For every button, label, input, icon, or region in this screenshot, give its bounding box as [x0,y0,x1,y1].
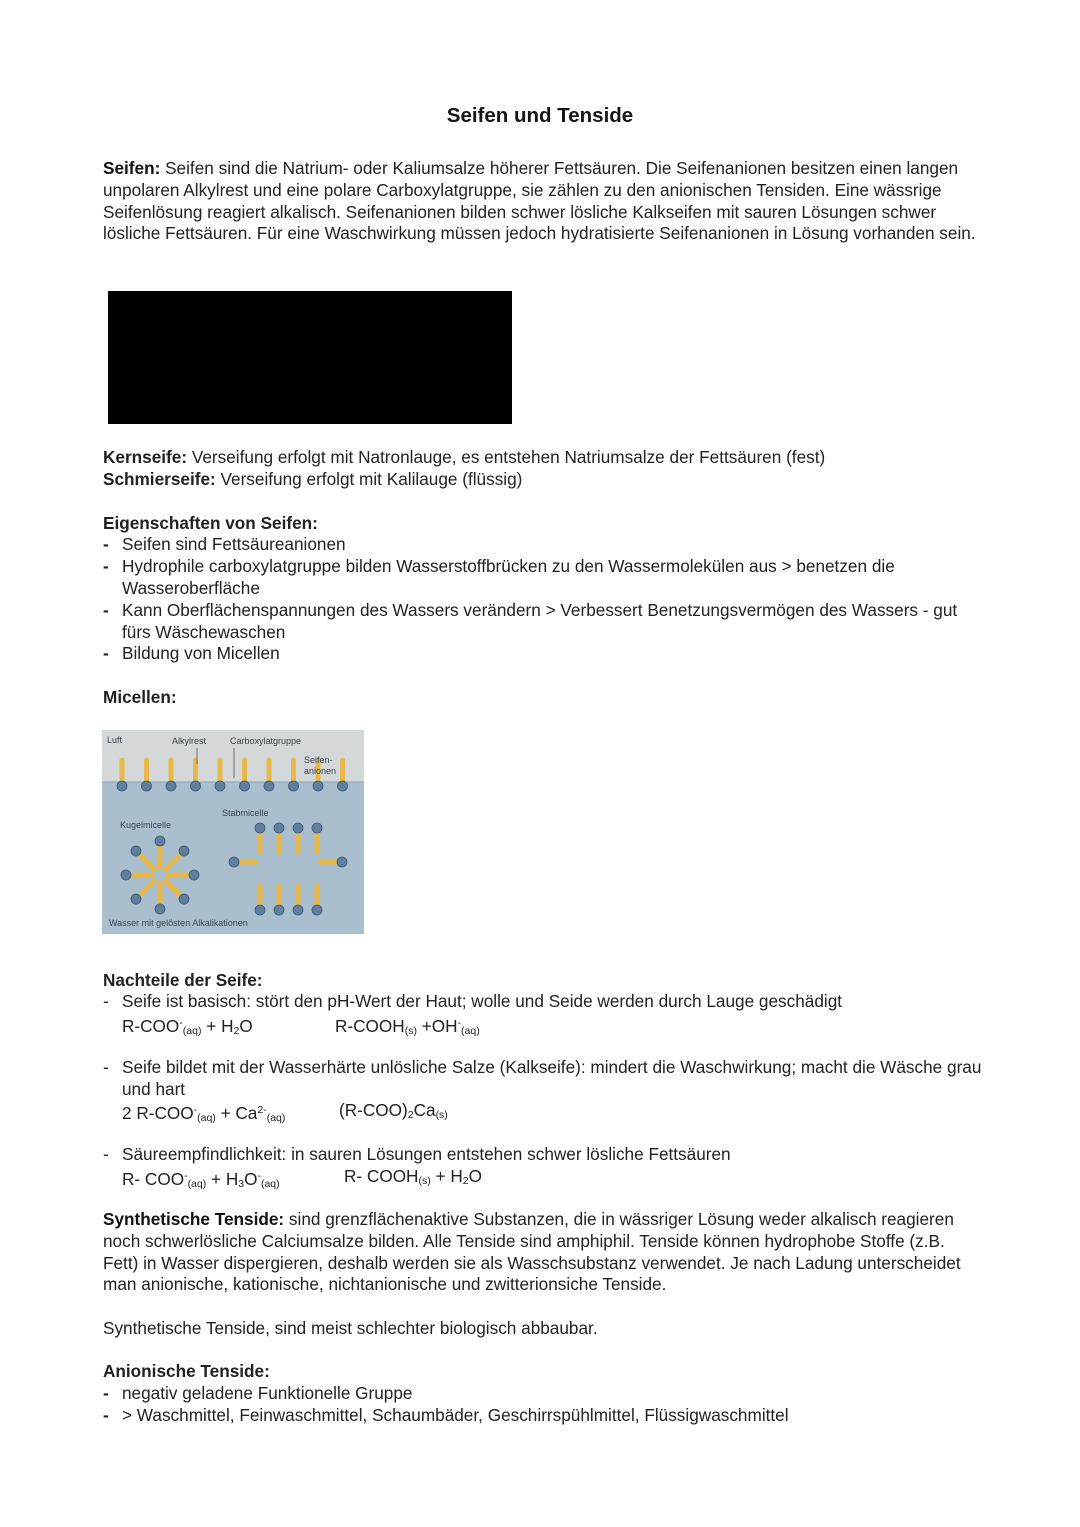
seifen-text: Seifen sind die Natrium- oder Kaliumsalze höherer Fettsäuren. Die Seifenanionen besitzen einen langen unpolaren Alkylrest und eine polare Carboxylatgruppe, sie zählen zu den anionischen Tensiden. Eine wässrige Seifenlösung reagiert alkalisch. Seifenanionen bilden schwer lösliche Kalkseifen mit sauren Lösungen schwer lösliche Fettsäuren. Für eine Waschwirkung müssen jedoch hydratisierte Seifenanionen in Lösung vorhanden sein. [103,158,976,244]
kugelmicelle-anion-head [155,836,165,846]
equation-1-right: $R-COOH_{(s)} +OH^-_{(aq)}$ [335,1016,480,1037]
micelle-figure [102,730,364,934]
label-luft: Luft [107,735,123,745]
kugelmicelle-anion-head [131,846,141,856]
surface-soap-anion-head [215,781,225,791]
equation-1-left: $R-COO^-_{(aq)} + H_2O$ [122,1016,253,1037]
label-carboxylatgruppe: Carboxylatgruppe [230,736,302,746]
equation-3-left: R- $COO^-_{(aq)} + H_3O^-_{(aq)}$ [122,1169,280,1190]
seifen-label: Seifen: [103,158,161,178]
label-wasser: Wasser mit gelösten Alkalikationen [109,918,248,928]
surface-soap-anion-head [191,781,201,791]
surface-soap-anion-head [338,781,348,791]
label-seifen: Seifen- [304,755,333,765]
kernseife-label: Kernseife: [103,447,188,467]
kernseife-line [103,447,983,469]
nachteile-heading: Nachteile der Seife: [103,970,263,990]
synthetische-tenside-label: Synthetische Tenside: [103,1209,285,1229]
stabmicelle-bottom-anion-head [274,905,284,915]
page-title: Seifen und Tenside [446,104,634,127]
anionische-heading: Anionische Tenside: [103,1361,270,1381]
stabmicelle-bottom-anion-head [312,905,322,915]
kugelmicelle-anion-head [121,870,131,880]
equation-2-left: 2 $R-COO^-_{(aq)} + Ca^{2-}_{(aq)}$ [122,1103,286,1124]
label-alkylrest: Alkylrest [172,736,207,746]
kugelmicelle-anion-head [155,904,165,914]
surface-soap-anion-head [289,781,299,791]
stabmicelle-right-anion-head [337,857,347,867]
kugelmicelle-anion-head [189,870,199,880]
synthetische-tenside-paragraph [103,1209,983,1296]
surface-soap-anion-head [142,781,152,791]
document-page: Seifen und Tenside Seifen: Seifen sind die Natrium- oder Kaliumsalze höherer Fettsäuren. Die Seifenanionen besitzen einen langen unpolaren Alkylrest und eine polare Carboxylatgruppe, sie zählen zu den anionischen Tensiden. Eine wässrige Seifenlösung reagiert alkalisch. Seifenanionen bilden schwer lösliche Kalkseifen mit sauren Lösungen schwer lösliche Fettsäuren. Für eine Waschwirkung müssen jedoch hydratisierte Seifenanionen in Lösung vorhanden sein. Kernseife: Verseifung erfolgt mit Natronlauge, es entstehen Natriumsalze der Fettsäuren (fest) Schmierseife: Verseifung erfolgt mit Kalilauge (flüssig) Eigenschaften von Seifen: - Seifen sind Fettsäureanionen - Hydrophile carboxylatgruppe bilden Wasserstoffbrücken zu den Wassermolekülen aus > benetzen die Wasseroberfläche - Kann Oberflächenspannungen des Wassers verändern > Verbessert Benetzungsvermögen des Wassers - gut fürs Wäschewaschen - Bildung von Micellen Micellen: Luft Alkylrest Carboxylatgruppe Seifen- anionen Stabmicelle Kugelmicelle Wasser mit gelösten Alkalikationen Nachteile der Seife: - Seife ist basisch: stört den pH-Wert der Haut; wolle und Seide werden durch Lauge geschädigt $R-COO^-_{(aq)} + H_2O$ $R-COOH_{(s)} +OH^-_{(aq)}$ - Seife bildet mit der Wasserhärte unlösliche Salze (Kalkseife): mindert die Waschwirkung; macht die Wäsche grau und hart 2 $R-COO^-_{(aq)} + Ca^{2-}_{(aq)}$ $(R-COO)_2Ca_{(s)}$ - Säureempfindlichkeit: in sauren Lösungen entstehen schwer lösliche Fettsäuren R- $COO^-_{(aq)} + H_3O^-_{(aq)}$ R- $COOH_{(s)} + H_2O$ Synthetische Tenside: sind grenzflächenaktive Substanzen, die in wässriger Lösung weder alkalisch reagieren noch schwerlösliche Calciumsalze bilden. Alle Tenside sind amphiphil. Tenside können hydrophobe Stoffe (z.B. Fett) in Wasser dispergieren, deshalb werden sie als Wasschsubstanz verwendet. Je nach Ladung unterscheidet man anionische, kationische, nichtanionische und zwitterionsiche Tenside. Synthetische Tenside, sind meist schlechter biologisch abbaubar. Anionische Tenside: - negativ geladene Funktionelle Gruppe - > Waschmittel, Feinwaschmittel, Schaumbäder, Geschirrspühlmittel, Flüssigwaschmittel [0,0,1080,1527]
stabmicelle-top-anion-head [312,823,322,833]
label-stabmicelle: Stabmicelle [222,808,269,818]
equation-2-right: $(R-COO)_2Ca_{(s)}$ [339,1100,448,1121]
kugelmicelle-anion-head [179,894,189,904]
micellen-heading: Micellen: [103,687,177,707]
label-kugelmicelle: Kugelmicelle [120,820,172,830]
stabmicelle-top-anion-head [293,823,303,833]
schmierseife-line [103,469,983,491]
stabmicelle-top-anion-head [274,823,284,833]
schmierseife-label: Schmierseife: [103,469,216,489]
seifen-paragraph [103,158,983,245]
redacted-image [108,291,512,424]
synthetische-note: Synthetische Tenside, sind meist schlechter biologisch abbaubar. [103,1318,598,1338]
stabmicelle-bottom-anion-head [293,905,303,915]
surface-soap-anion-head [313,781,323,791]
kernseife-text: Verseifung erfolgt mit Natronlauge, es entstehen Natriumsalze der Fettsäuren (fest) [187,447,826,467]
label-anionen: anionen [304,766,337,776]
surface-soap-anion-head [264,781,274,791]
eigenschaften-heading: Eigenschaften von Seifen: [103,513,318,533]
equation-3-right: R- $COOH_{(s)} + H_2O$ [344,1166,482,1187]
stabmicelle-bottom-anion-head [255,905,265,915]
surface-soap-anion-head [166,781,176,791]
surface-soap-anion-head [117,781,127,791]
kugelmicelle-anion-head [179,846,189,856]
stabmicelle-top-anion-head [255,823,265,833]
stabmicelle-left-anion-head [229,857,239,867]
surface-soap-anion-head [240,781,250,791]
schmierseife-text: Verseifung erfolgt mit Kalilauge (flüssig) [215,469,523,489]
synthetische-tenside-text: sind grenzflächenaktive Substanzen, die in wässriger Lösung weder alkalisch reagieren noch schwerlösliche Calciumsalze bilden. Alle Tenside sind amphiphil. Tenside können hydrophobe Stoffe (z.B. Fett) in Wasser dispergieren, deshalb werden sie als Wasschsubstanz verwendet. Je nach Ladung unterscheidet man anionische, kationische, nichtanionische und zwitterionsiche Tenside. [103,1209,961,1295]
kugelmicelle-anion-head [131,894,141,904]
